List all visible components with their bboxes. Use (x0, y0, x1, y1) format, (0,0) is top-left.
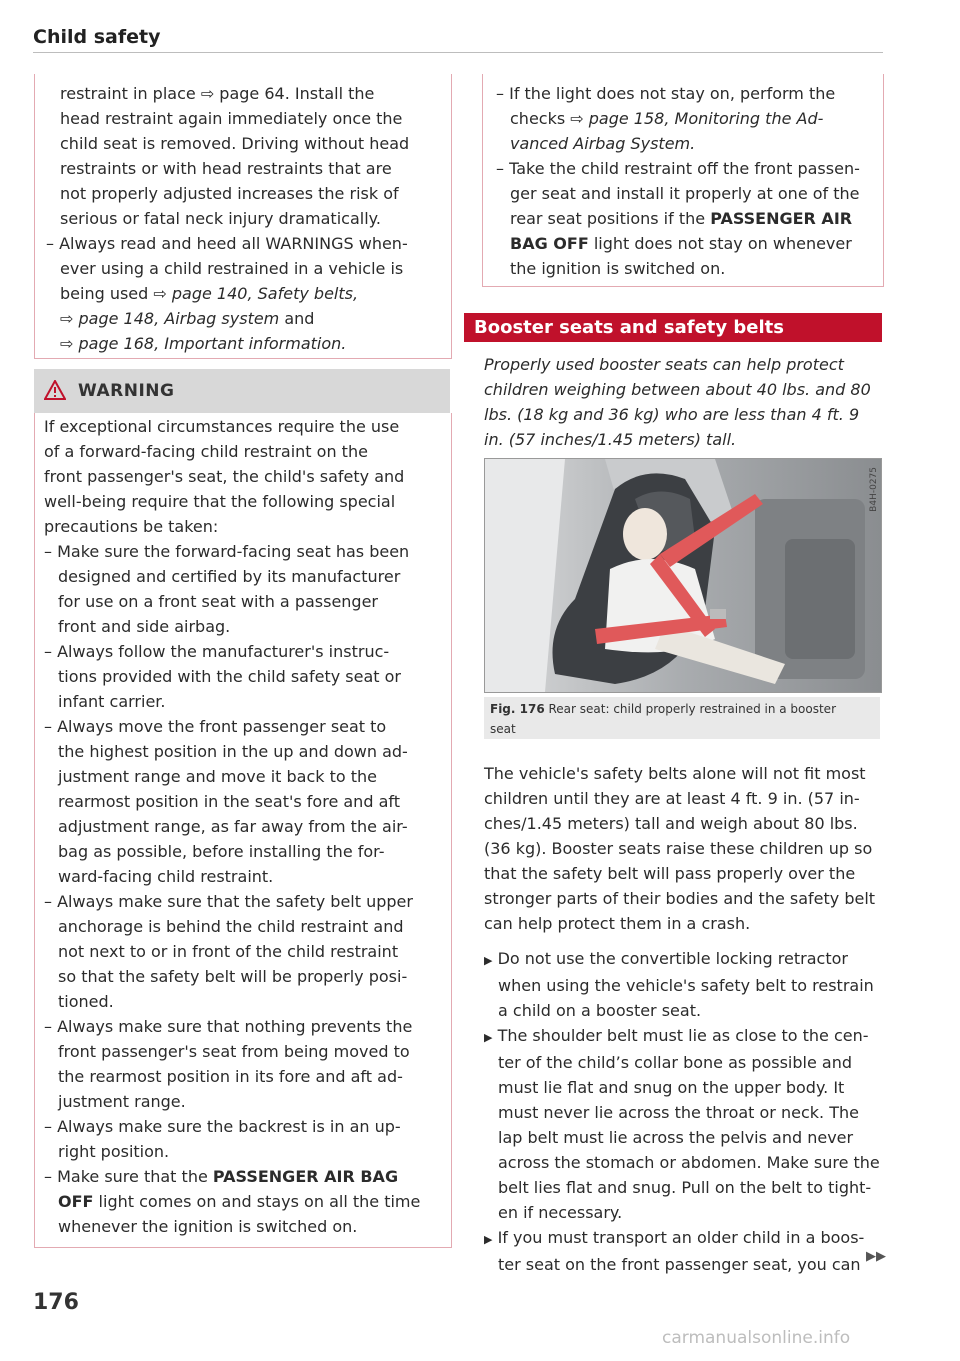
list-item-line: ⇨ page 148, Airbag system and (60, 309, 315, 328)
warning-list-item (44, 1164, 444, 1239)
list-item-line: – Always read and heed all WARNINGS when- (46, 234, 408, 253)
warning-header (34, 369, 450, 413)
warning-list-item (44, 1014, 444, 1114)
list-item-line: front and side airbag. (58, 617, 231, 636)
page-ref-link[interactable]: ⇨ page 140, Safety belts, (153, 284, 359, 303)
page-number: 176 (33, 1290, 79, 1315)
step-item (484, 1023, 884, 1225)
section-heading: Booster seats and safety belts (464, 313, 882, 342)
warning-list-item (44, 889, 444, 1014)
list-item-line: – Always follow the manufacturer's instruc- (44, 642, 390, 661)
step-line: across the stomach or abdomen. Make sure the (498, 1153, 880, 1172)
text-line: front passenger's seat, the child's safety and (44, 467, 405, 486)
list-item-line: – Take the child restraint off the front passen- (496, 159, 860, 178)
step-line: ▶ The shoulder belt must lie as close to the cen- (484, 1026, 869, 1045)
step-line: belt lies flat and snug. Pull on the belt to tight- (498, 1178, 872, 1197)
list-item-line: not next to or in front of the child restraint (58, 942, 399, 961)
page-ref-link[interactable]: ⇨ page 168, Important information. (60, 334, 347, 353)
text-line: well-being require that the following special (44, 492, 396, 511)
list-item-line: ward-facing child restraint. (58, 867, 274, 886)
step-line: en if necessary. (498, 1203, 623, 1222)
list-item-line: the highest position in the up and down ad- (58, 742, 408, 761)
text-line: children weighing between about 40 lbs. and 80 (484, 380, 871, 399)
list-item-line: the rearmost position in its fore and aft ad- (58, 1067, 403, 1086)
list-item-line: anchorage is behind the child restraint and (58, 917, 404, 936)
text-line: that the safety belt will pass properly over the (484, 864, 856, 883)
list-item-line: so that the safety belt will be properly posi- (58, 967, 408, 986)
figure-label: Fig. 176 (490, 702, 545, 716)
text-line: not properly adjusted increases the risk of (60, 184, 399, 203)
warning-list-item (44, 1114, 444, 1164)
text-line: ches/1.45 meters) tall and weigh about 80 lbs. (484, 814, 858, 833)
always-read-item (46, 231, 450, 356)
list-item-line: – Always make sure the backrest is in an up- (44, 1117, 401, 1136)
text-line: in. (57 inches/1.45 meters) tall. (484, 430, 737, 449)
page-ref-link[interactable]: ⇨ page 148, Airbag system (60, 309, 280, 328)
right-note-body (496, 81, 880, 281)
text-line: Properly used booster seats can help protect (484, 355, 844, 374)
list-item-line: bag as possible, before installing the for- (58, 842, 385, 861)
text-line: children until they are at least 4 ft. 9 in. (57 in- (484, 789, 860, 808)
text-line: lbs. (18 kg and 36 kg) who are less than 4 ft. 9 (484, 405, 860, 424)
warning-label: WARNING (78, 381, 175, 401)
list-item-line: designed and certified by its manufacturer (58, 567, 401, 586)
step-line: must never lie across the throat or neck. The (498, 1103, 859, 1122)
list-item-line: for use on a front seat with a passenger (58, 592, 379, 611)
section-lead (484, 352, 884, 452)
header-rule (33, 52, 883, 53)
page-ref-link[interactable]: ⇨ page 158, Monitoring the Ad- (570, 109, 824, 128)
text-line: (36 kg). Booster seats raise these children up so (484, 839, 873, 858)
left-intro (60, 81, 450, 231)
list-item-line: BAG OFF light does not stay on whenever (510, 234, 852, 253)
list-item-line: – Always move the front passenger seat to (44, 717, 387, 736)
list-item-line: right position. (58, 1142, 170, 1161)
list-item-line: infant carrier. (58, 692, 166, 711)
step-line: ter seat on the front passenger seat, you can (498, 1255, 861, 1274)
list-item-line: justment range and move it back to the (58, 767, 378, 786)
list-item-line: checks ⇨ page 158, Monitoring the Ad- (510, 109, 824, 128)
body-paragraph (484, 761, 884, 936)
list-item-line: tions provided with the child safety seat or (58, 667, 401, 686)
text-line: head restraint again immediately once the (60, 109, 403, 128)
booster-seat-figure (484, 458, 882, 693)
text-line: child seat is removed. Driving without head (60, 134, 410, 153)
step-line: ▶ If you must transport an older child in a boos- (484, 1228, 865, 1247)
text-line: precautions be taken: (44, 517, 219, 536)
list-item-line: whenever the ignition is switched on. (58, 1217, 358, 1236)
warning-list-item (44, 639, 444, 714)
list-item-line: being used ⇨ page 140, Safety belts, (60, 284, 359, 303)
list-item-line: tioned. (58, 992, 114, 1011)
text-line: stronger parts of their bodies and the safety belt (484, 889, 876, 908)
list-item-line: rear seat positions if the PASSENGER AIR (510, 209, 853, 228)
list-item-line: OFF light comes on and stays on all the time (58, 1192, 421, 1211)
chapter-title: Child safety (33, 26, 161, 48)
list-item-line: ger seat and install it properly at one of the (510, 184, 860, 203)
step-line: must lie flat and snug on the upper body. It (498, 1078, 845, 1097)
step-item (484, 1225, 884, 1277)
continue-arrow-icon[interactable]: ▶▶ (866, 1249, 886, 1264)
figure-caption: Fig. 176 Rear seat: child properly restrained in a booster seat (484, 697, 880, 739)
list-item-line: – Always make sure that nothing prevents the (44, 1017, 413, 1036)
booster-seat-illustration (485, 459, 881, 692)
steps-list (484, 946, 884, 1277)
page-ref-link[interactable]: vanced Airbag System. (510, 134, 696, 153)
list-item-line: adjustment range, as far away from the air- (58, 817, 408, 836)
warning-list-item (44, 539, 444, 639)
list-item-line: – Always make sure that the safety belt upper (44, 892, 413, 911)
figure-code: B4H-0275 (869, 467, 879, 512)
step-line: when using the vehicle's safety belt to restrain (498, 976, 874, 995)
step-item (484, 946, 884, 1023)
list-item-line: – Make sure that the PASSENGER AIR BAG (44, 1167, 399, 1186)
text-line: can help protect them in a crash. (484, 914, 751, 933)
step-line: ter of the child’s collar bone as possible and (498, 1053, 853, 1072)
text-line: If exceptional circumstances require the use (44, 417, 400, 436)
warning-triangle-icon (44, 380, 66, 400)
step-line: lap belt must lie across the pelvis and never (498, 1128, 854, 1147)
list-item-line: rearmost position in the seat's fore and aft (58, 792, 400, 811)
text-line: restraint in place ⇨ page 64. Install the (60, 84, 375, 103)
text-line: The vehicle's safety belts alone will not fit most (484, 764, 866, 783)
step-line: a child on a booster seat. (498, 1001, 702, 1020)
warning-list-item (44, 714, 444, 889)
list-item-line: front passenger's seat from being moved to (58, 1042, 410, 1061)
step-line: ▶ Do not use the convertible locking retractor (484, 949, 848, 968)
list-item-line: – Make sure the forward-facing seat has been (44, 542, 410, 561)
text-line: restraints or with head restraints that are (60, 159, 392, 178)
list-item-line: the ignition is switched on. (510, 259, 726, 278)
watermark: carmanualsonline.info (662, 1328, 851, 1348)
list-item-line: justment range. (58, 1092, 186, 1111)
list-item-line: ever using a child restrained in a vehicle is (60, 259, 404, 278)
text-line: serious or fatal neck injury dramatically. (60, 209, 381, 228)
text-line: of a forward-facing child restraint on the (44, 442, 368, 461)
list-item-line: – If the light does not stay on, perform the (496, 84, 836, 103)
warning-body (44, 414, 444, 1239)
